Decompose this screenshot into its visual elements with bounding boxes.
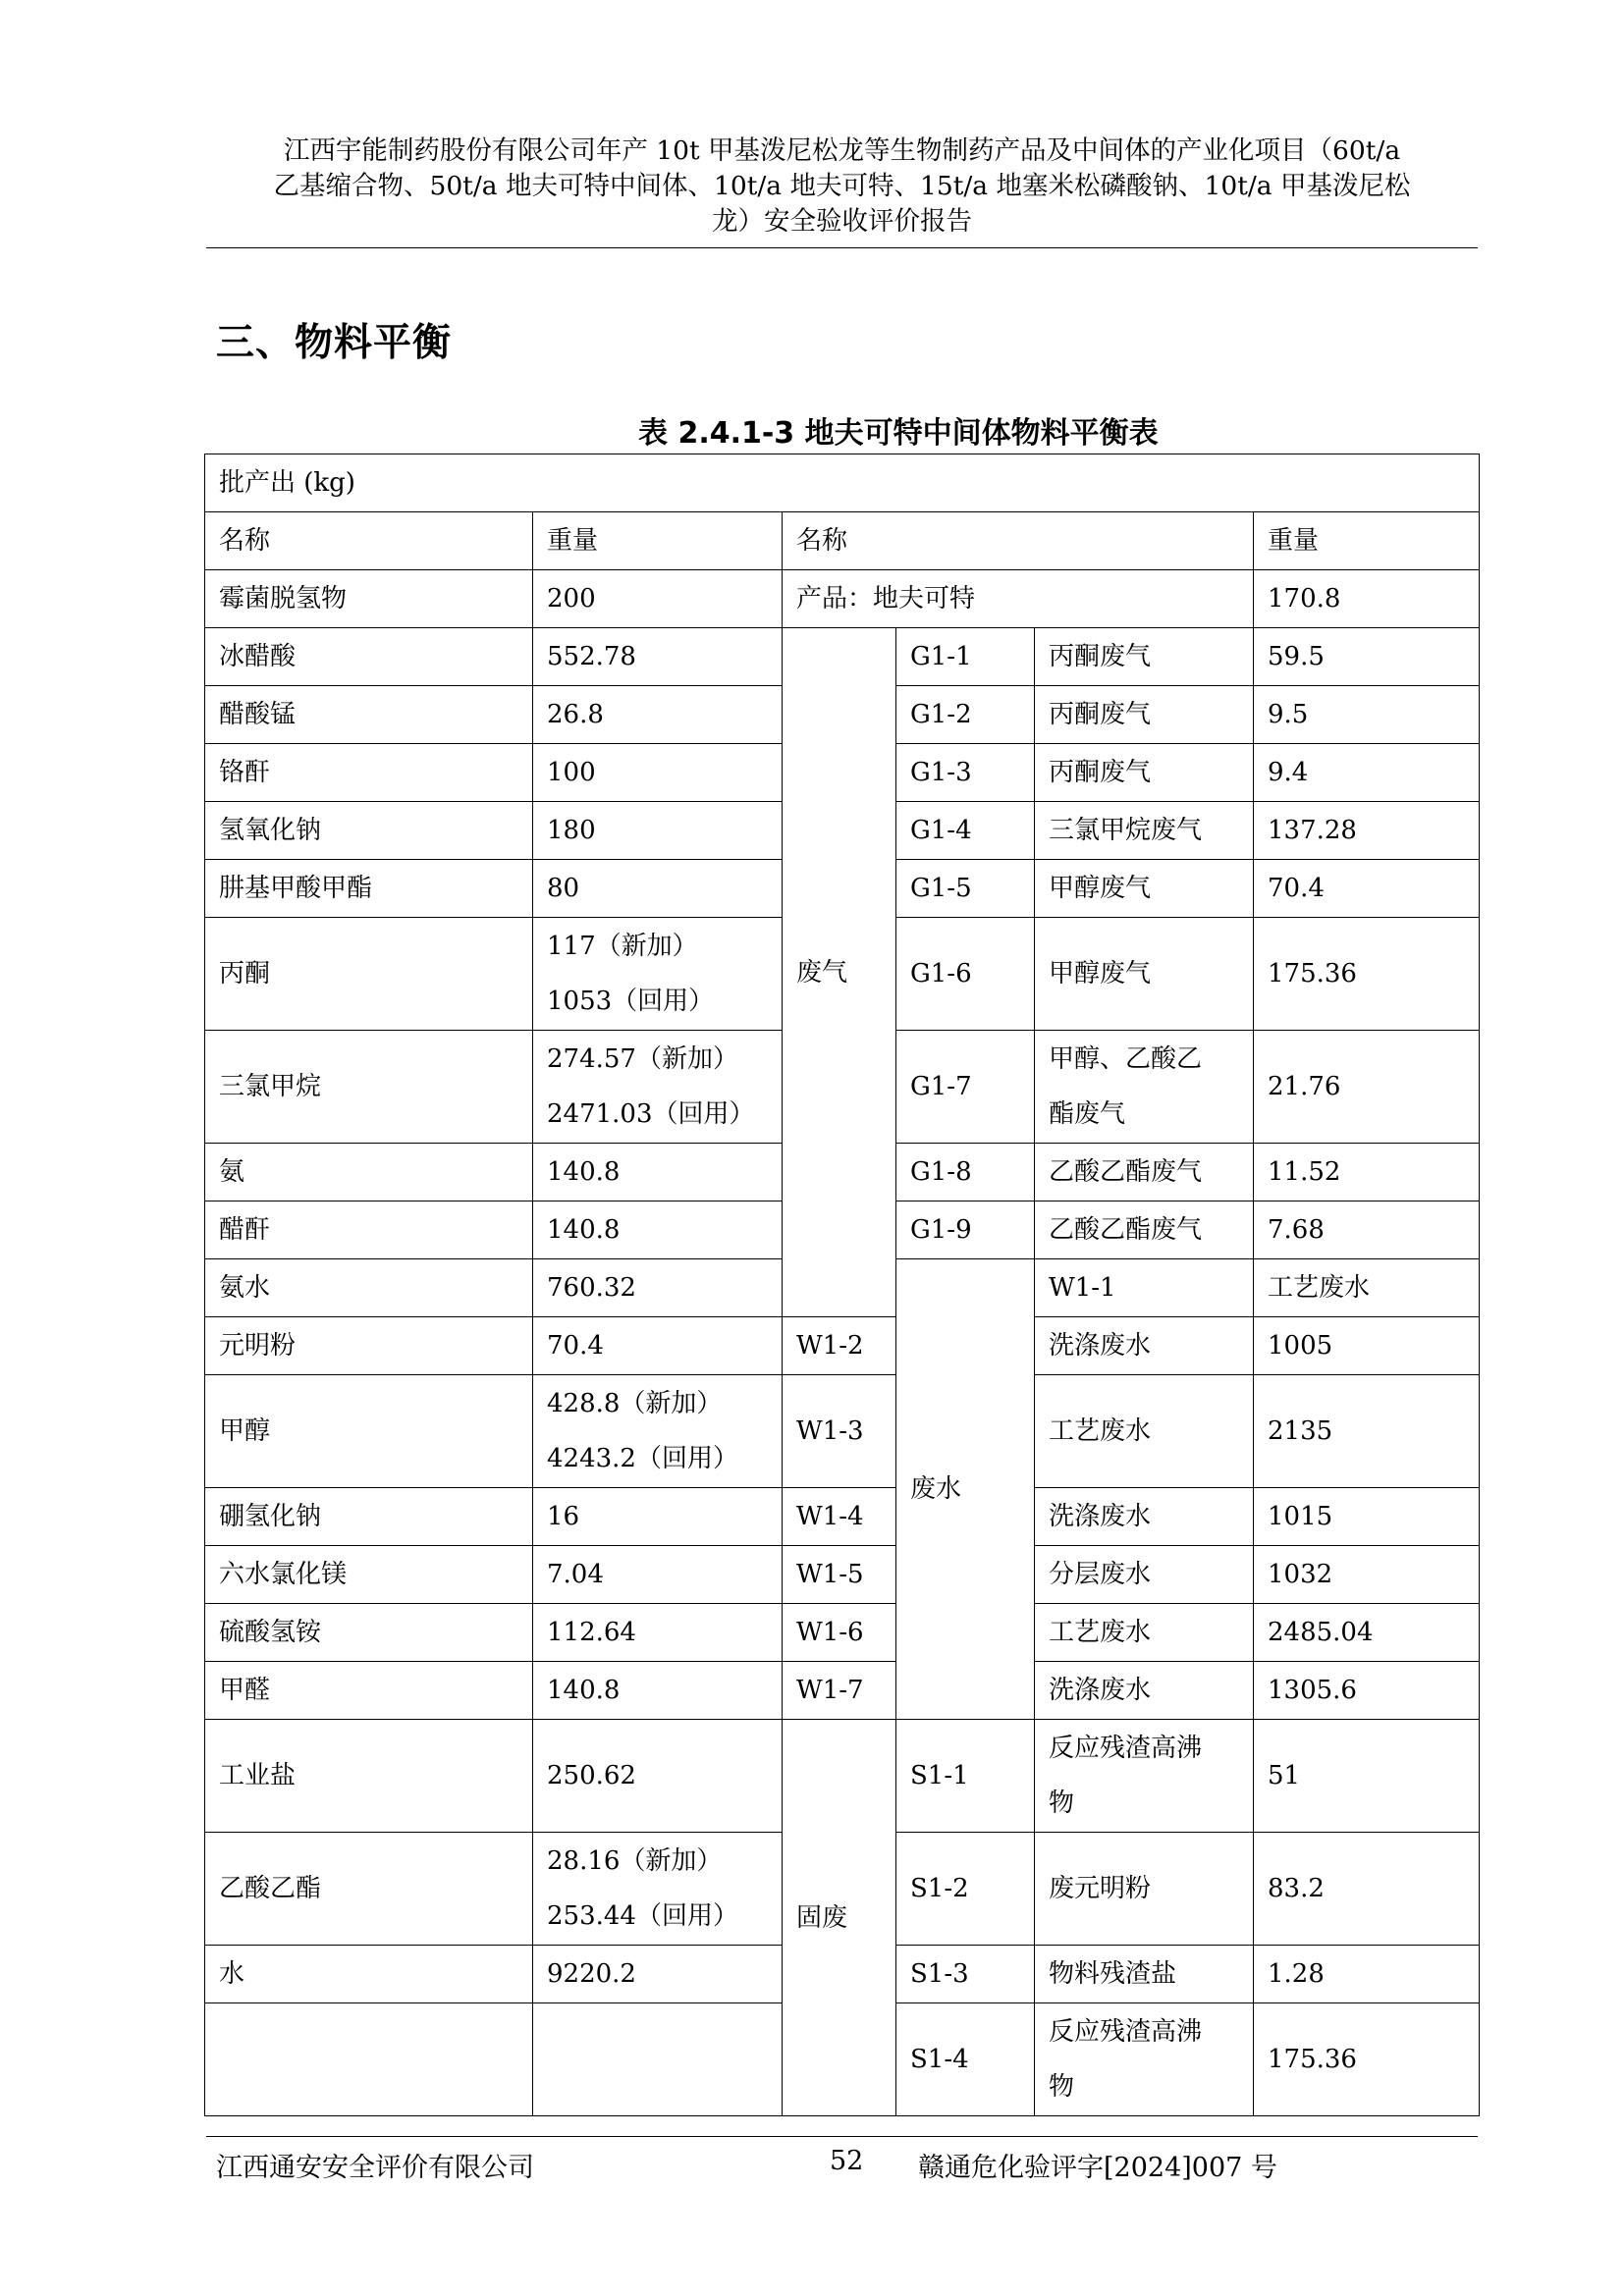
output-weight: 11.52 <box>1254 1144 1480 1201</box>
input-weight: 16 <box>533 1488 783 1546</box>
output-code: S1-4 <box>896 2003 1035 2116</box>
input-name-empty <box>205 2003 533 2116</box>
output-weight: 1015 <box>1254 1488 1480 1546</box>
output-name: 乙酸乙酯废气 <box>1035 1201 1254 1259</box>
input-weight: 760.32 <box>533 1259 783 1317</box>
table-row <box>205 1604 1480 1662</box>
input-weight <box>533 1833 783 1946</box>
input-name: 元明粉 <box>205 1317 533 1375</box>
output-code: W1-3 <box>783 1375 896 1488</box>
output-name-line-2: 物 <box>1049 2072 1075 2102</box>
output-weight: 1005 <box>1254 1317 1480 1375</box>
batch-label: 批产出 (kg) <box>205 454 1480 512</box>
input-weight-empty <box>533 2003 783 2116</box>
weight-new: 28.16（新加） <box>547 1846 723 1876</box>
output-code: G1-6 <box>896 918 1035 1031</box>
input-weight: 70.4 <box>533 1317 783 1375</box>
output-weight: 137.28 <box>1254 802 1480 860</box>
input-name: 六水氯化镁 <box>205 1546 533 1604</box>
input-weight: 100 <box>533 744 783 802</box>
input-weight: 250.62 <box>533 1720 783 1833</box>
input-weight: 26.8 <box>533 686 783 744</box>
category-solid-waste: 固废 <box>783 1720 896 2116</box>
input-name: 霉菌脱氢物 <box>205 570 533 628</box>
output-name: 乙酸乙酯废气 <box>1035 1144 1254 1201</box>
table-row <box>205 1720 1480 1833</box>
report-header <box>206 133 1478 240</box>
input-name: 水 <box>205 1946 533 2003</box>
category-wastewater: 废水 <box>896 1259 1035 1720</box>
output-name <box>1035 2003 1254 2116</box>
table-row <box>205 1488 1480 1546</box>
input-weight: 552.78 <box>533 628 783 686</box>
material-balance-table <box>204 454 1480 2116</box>
table-row <box>205 570 1480 628</box>
output-weight: 21.76 <box>1254 1031 1480 1144</box>
output-name: 工艺废水 <box>1035 1375 1254 1488</box>
category-waste-gas: 废气 <box>783 628 896 1317</box>
input-weight: 7.04 <box>533 1546 783 1604</box>
output-weight: 175.36 <box>1254 918 1480 1031</box>
input-name: 乙酸乙酯 <box>205 1833 533 1946</box>
output-name: 丙酮废气 <box>1035 744 1254 802</box>
output-code: G1-1 <box>896 628 1035 686</box>
output-code: W1-7 <box>783 1662 896 1720</box>
header-line-1: 江西宇能制药股份有限公司年产 10t 甲基泼尼松龙等生物制药产品及中间体的产业化项目（60t/a <box>283 135 1401 166</box>
page-number: 52 <box>830 2146 864 2176</box>
output-name: 丙酮废气 <box>1035 628 1254 686</box>
input-name: 铬酐 <box>205 744 533 802</box>
table-row <box>205 1317 1480 1375</box>
input-weight: 112.64 <box>533 1604 783 1662</box>
output-name-line-1: 甲醇、乙酸乙 <box>1049 1044 1203 1074</box>
input-name: 氨水 <box>205 1259 533 1317</box>
output-name: 洗涤废水 <box>1035 1317 1254 1375</box>
output-name: 工艺废水 <box>1035 1604 1254 1662</box>
input-name: 氢氧化钠 <box>205 802 533 860</box>
section-title: 三、物料平衡 <box>216 321 453 365</box>
output-weight: 9.5 <box>1254 686 1480 744</box>
weight-reused: 253.44（回用） <box>547 1901 738 1931</box>
output-name: 甲醇废气 <box>1035 918 1254 1031</box>
input-name: 甲醇 <box>205 1375 533 1488</box>
output-weight: 175.36 <box>1254 2003 1480 2116</box>
output-weight: 2135 <box>1254 1375 1480 1488</box>
column-header-weight: 重量 <box>533 512 783 570</box>
output-name: 洗涤废水 <box>1035 1488 1254 1546</box>
output-weight: 83.2 <box>1254 1833 1480 1946</box>
output-name: 废元明粉 <box>1035 1833 1254 1946</box>
output-name-line-1: 反应残渣高沸 <box>1049 2017 1203 2047</box>
output-code: G1-7 <box>896 1031 1035 1144</box>
weight-new: 274.57（新加） <box>547 1044 738 1074</box>
input-weight: 140.8 <box>533 1201 783 1259</box>
table-row <box>205 1546 1480 1604</box>
output-code: W1-5 <box>783 1546 896 1604</box>
output-code: W1-1 <box>1035 1259 1254 1317</box>
output-name: 丙酮废气 <box>1035 686 1254 744</box>
output-weight: 9.4 <box>1254 744 1480 802</box>
column-header-output-weight: 重量 <box>1254 512 1480 570</box>
output-name-line-2: 物 <box>1049 1789 1075 1818</box>
table-row <box>205 454 1480 512</box>
input-weight: 200 <box>533 570 783 628</box>
output-code: S1-1 <box>896 1720 1035 1833</box>
output-weight: 1032 <box>1254 1546 1480 1604</box>
output-name: 工艺废水 <box>1254 1259 1480 1317</box>
output-code: G1-3 <box>896 744 1035 802</box>
input-weight: 140.8 <box>533 1662 783 1720</box>
input-name: 硫酸氢铵 <box>205 1604 533 1662</box>
input-name: 肼基甲酸甲酯 <box>205 860 533 918</box>
output-name <box>1035 1031 1254 1144</box>
output-weight: 1305.6 <box>1254 1662 1480 1720</box>
footer-company: 江西通安安全评价有限公司 <box>216 2153 534 2183</box>
output-code: G1-4 <box>896 802 1035 860</box>
header-line-2: 乙基缩合物、50t/a 地夫可特中间体、10t/a 地夫可特、15t/a 地塞米松磷酸钠、10t/a 甲基泼尼松 <box>273 171 1411 201</box>
input-name: 工业盐 <box>205 1720 533 1833</box>
weight-reused: 4243.2（回用） <box>547 1444 738 1473</box>
column-header-name: 名称 <box>205 512 533 570</box>
product-name: 产品：地夫可特 <box>783 570 1254 628</box>
output-name: 洗涤废水 <box>1035 1662 1254 1720</box>
input-weight: 80 <box>533 860 783 918</box>
output-name <box>1035 1720 1254 1833</box>
output-name: 物料残渣盐 <box>1035 1946 1254 2003</box>
output-code: G1-9 <box>896 1201 1035 1259</box>
weight-reused: 2471.03（回用） <box>547 1099 755 1129</box>
input-weight: 180 <box>533 802 783 860</box>
weight-new: 428.8（新加） <box>547 1389 723 1418</box>
output-code: S1-3 <box>896 1946 1035 2003</box>
input-name: 丙酮 <box>205 918 533 1031</box>
output-code: G1-8 <box>896 1144 1035 1201</box>
output-weight: 7.68 <box>1254 1201 1480 1259</box>
output-code: S1-2 <box>896 1833 1035 1946</box>
table-header-row <box>205 512 1480 570</box>
table-row <box>205 1375 1480 1488</box>
output-code: G1-2 <box>896 686 1035 744</box>
document-number: 赣通危化验评字[2024]007 号 <box>918 2153 1277 2183</box>
input-name: 冰醋酸 <box>205 628 533 686</box>
input-name: 醋酸锰 <box>205 686 533 744</box>
output-name: 三氯甲烷废气 <box>1035 802 1254 860</box>
output-code: G1-5 <box>896 860 1035 918</box>
table-row <box>205 1662 1480 1720</box>
input-name: 甲醛 <box>205 1662 533 1720</box>
input-weight <box>533 1375 783 1488</box>
output-weight: 51 <box>1254 1720 1480 1833</box>
output-name-line-2: 酯废气 <box>1049 1099 1126 1129</box>
output-weight: 70.4 <box>1254 860 1480 918</box>
output-code: W1-4 <box>783 1488 896 1546</box>
input-name: 硼氢化钠 <box>205 1488 533 1546</box>
input-weight <box>533 1031 783 1144</box>
input-name: 氨 <box>205 1144 533 1201</box>
product-weight: 170.8 <box>1254 570 1480 628</box>
header-line-3: 龙）安全验收评价报告 <box>712 206 972 237</box>
output-weight: 1.28 <box>1254 1946 1480 2003</box>
output-name: 分层废水 <box>1035 1546 1254 1604</box>
input-name: 三氯甲烷 <box>205 1031 533 1144</box>
input-name: 醋酐 <box>205 1201 533 1259</box>
weight-new: 117（新加） <box>547 932 698 961</box>
input-weight: 140.8 <box>533 1144 783 1201</box>
column-header-output-name: 名称 <box>783 512 1254 570</box>
table-row <box>205 628 1480 686</box>
output-code: W1-2 <box>783 1317 896 1375</box>
output-name-line-1: 反应残渣高沸 <box>1049 1734 1203 1763</box>
header-divider <box>206 247 1478 248</box>
output-name: 甲醇废气 <box>1035 860 1254 918</box>
input-weight: 9220.2 <box>533 1946 783 2003</box>
output-weight: 59.5 <box>1254 628 1480 686</box>
footer-divider <box>206 2136 1478 2137</box>
weight-reused: 1053（回用） <box>547 987 715 1016</box>
input-weight <box>533 918 783 1031</box>
output-weight: 2485.04 <box>1254 1604 1480 1662</box>
table-caption: 表 2.4.1-3 地夫可特中间体物料平衡表 <box>638 416 1159 451</box>
output-code: W1-6 <box>783 1604 896 1662</box>
